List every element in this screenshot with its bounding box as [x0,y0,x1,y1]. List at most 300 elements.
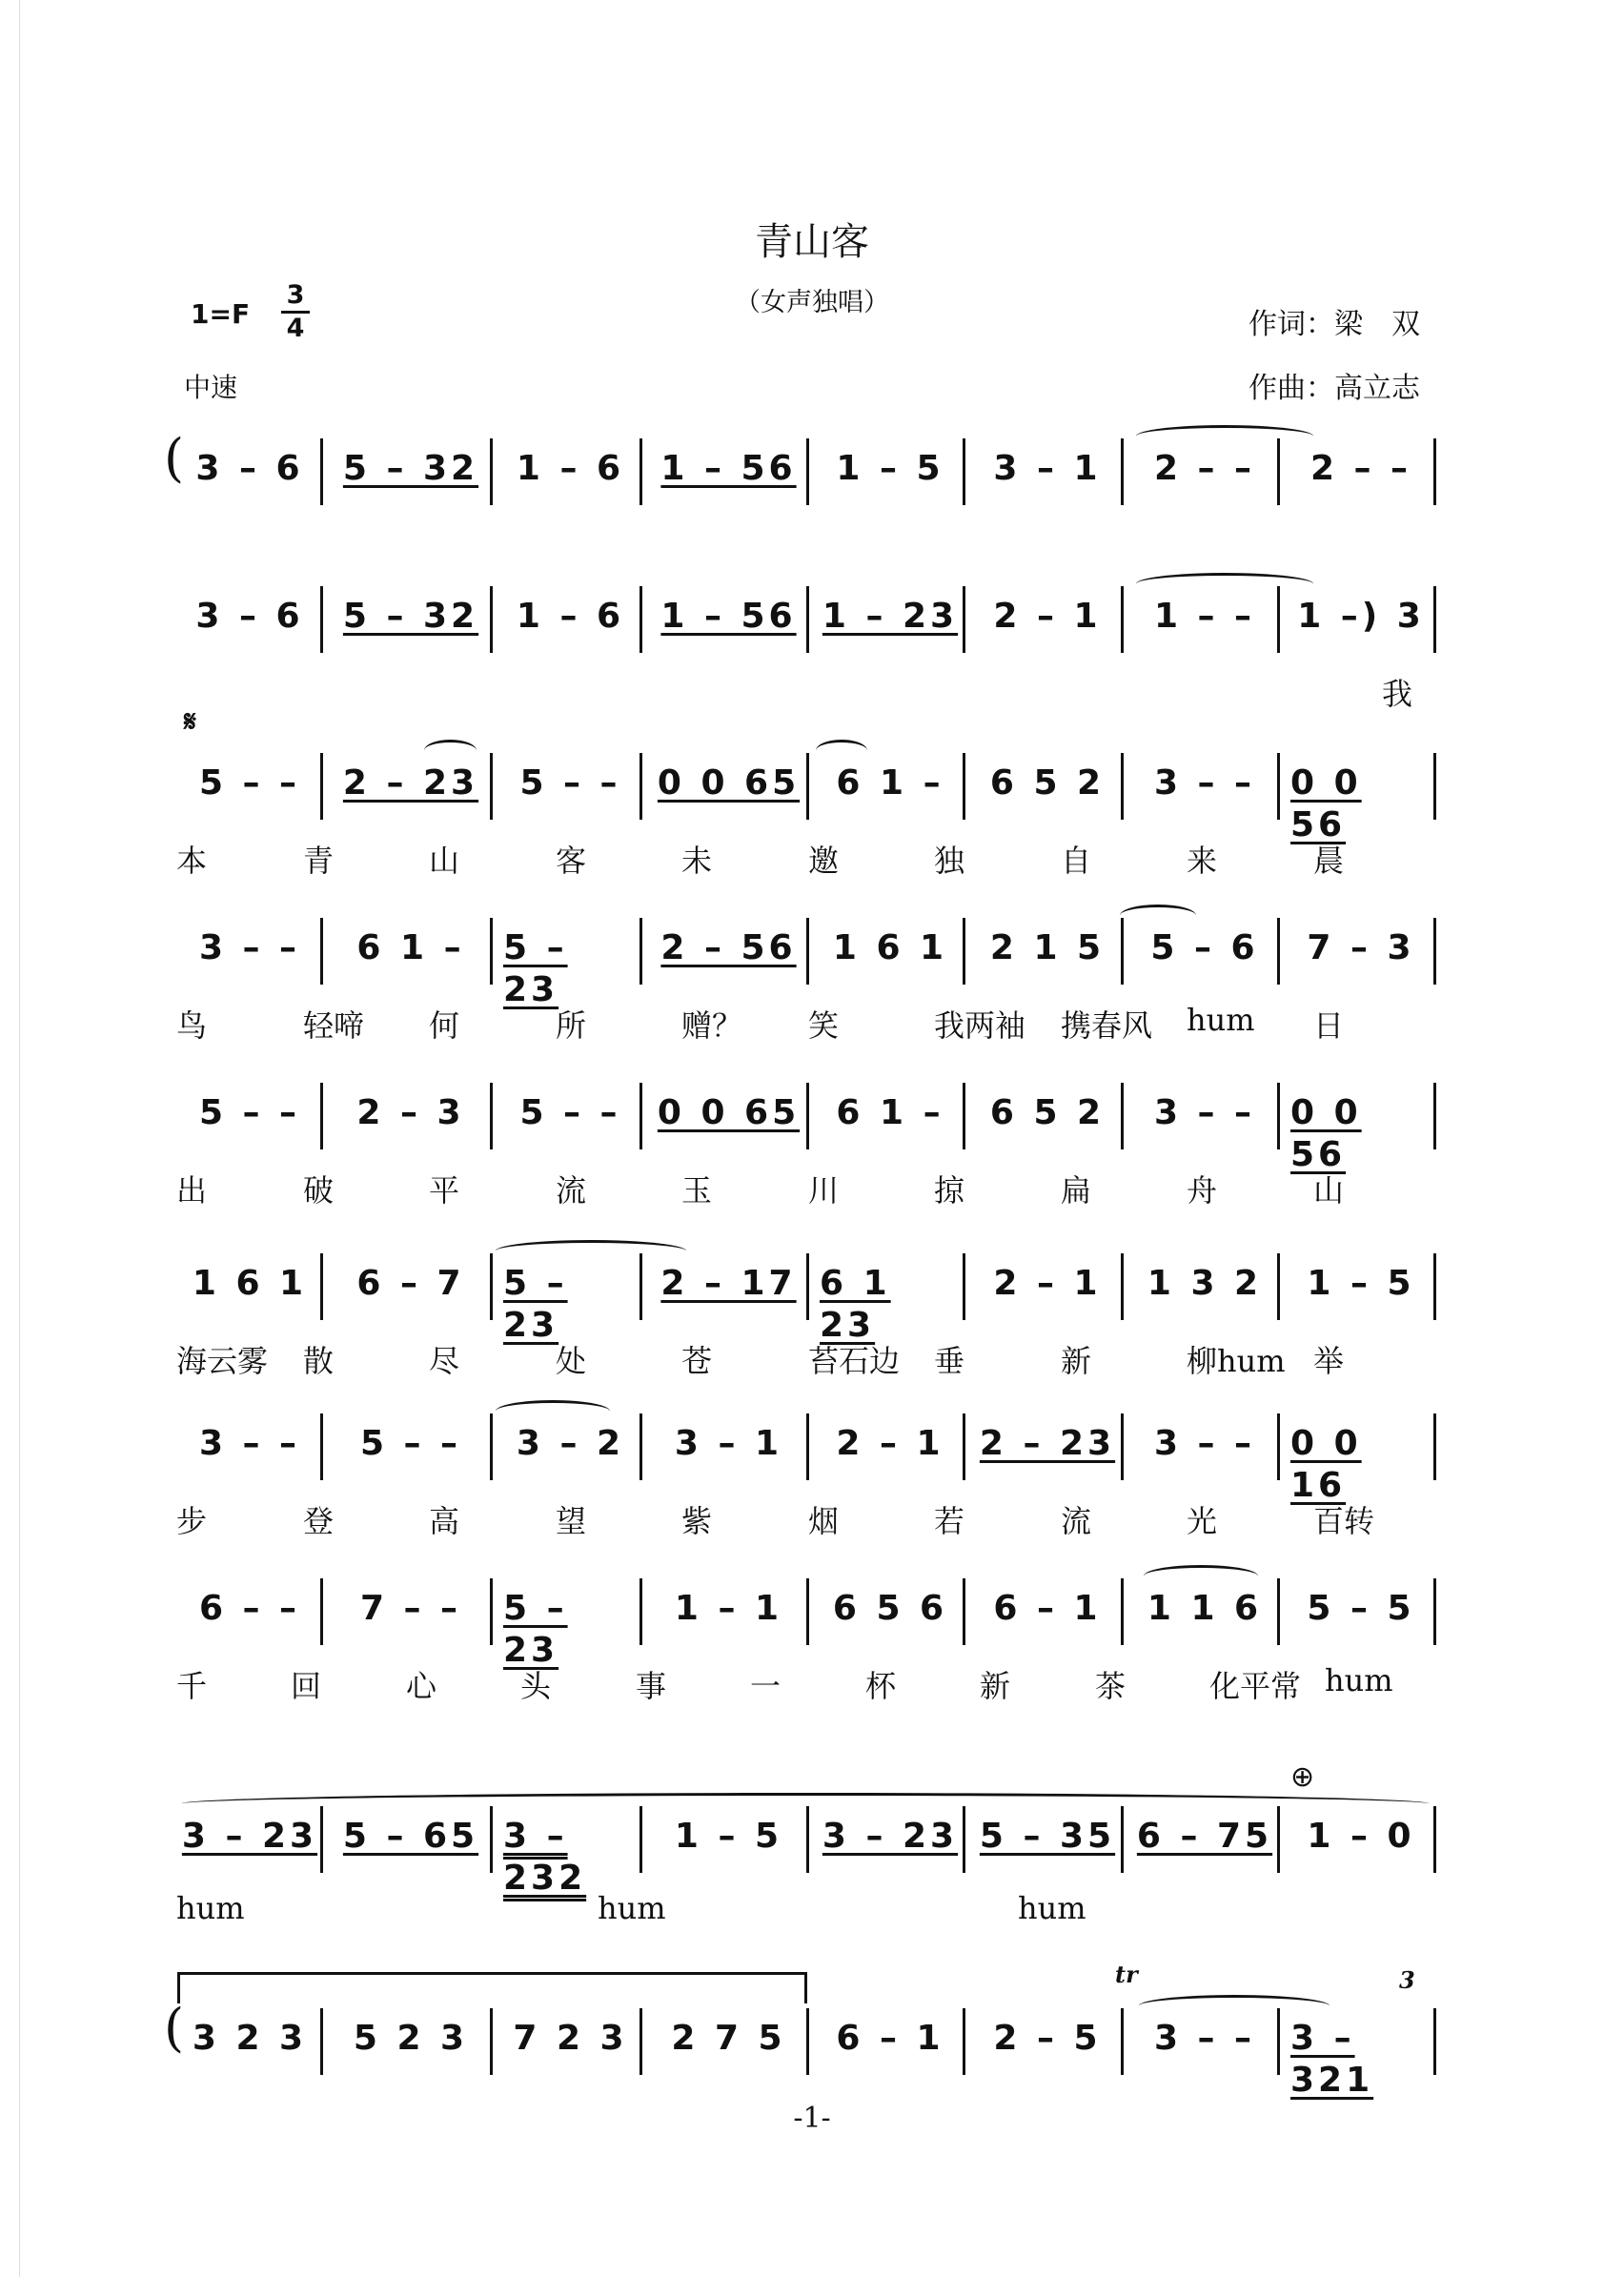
measure [334,438,488,505]
bar-line [320,2008,323,2075]
song-title: 青山客 [755,220,869,264]
bar-line [1277,586,1280,653]
lyric-word: 自 [1061,843,1092,879]
measure [181,1413,318,1480]
note-group: 5 – 23 [503,928,568,1009]
measure [1134,753,1275,820]
lyric-word: 一 [750,1668,782,1704]
measure [653,1806,804,1873]
bar-line [1433,753,1436,820]
note-row [503,1253,638,1345]
note-group: 6 1 – [356,928,465,967]
note-group: 3 2 3 [192,2019,308,2058]
measure [503,1253,638,1345]
measure [820,1806,961,1873]
lyric-word: 若 [934,1503,965,1539]
bar-line [490,1083,493,1149]
lyric-word: 事 [636,1668,667,1704]
measure [976,586,1119,653]
bar-line [963,586,965,653]
slur-arc [496,1240,686,1262]
bar-line [639,1413,642,1480]
note-group: 3 – 23 [822,1817,959,1856]
measure [976,438,1119,505]
composer-credit: 作曲：高立志 [1248,372,1420,405]
measure [820,1083,961,1149]
lyric-word: 赠？ [681,1007,743,1044]
note-group: 2 – – [1153,449,1256,488]
note-group: 5 – – [359,1424,462,1463]
note-row [1134,918,1275,985]
tempo-marking: 中速 [184,372,238,403]
bar-line [1121,1083,1124,1149]
bar-line [639,1253,642,1320]
lyric-word: 笑 [808,1007,840,1044]
note-group: 3 – 232 [503,1817,587,1898]
lyric-word: 化平常 [1209,1668,1302,1704]
bar-line [490,438,493,505]
score-system [0,1413,1624,1539]
measure [820,1578,961,1645]
lyric-word: 望 [556,1503,587,1539]
note-group: 2 – 5 [993,2019,1102,2058]
note-row [334,1413,488,1480]
note-group: 5 – – [198,1093,301,1132]
bar-line [1277,2008,1280,2075]
note-group: 5 2 3 [353,2019,469,2058]
bar-line [1121,438,1124,505]
bar-line [1277,1083,1280,1149]
note-row [334,753,488,820]
measure [334,1578,488,1645]
measure [1134,1413,1275,1480]
lyric-word: hum [598,1890,666,1926]
note-row [976,438,1119,505]
note-row [334,1253,488,1320]
score-system [0,586,1624,712]
note-row [503,2008,638,2075]
bar-line [806,918,809,985]
note-group: 0 0 65 [657,763,801,803]
note-row [1290,1083,1431,1174]
bar-line [320,1253,323,1320]
bar-line [1433,1083,1436,1149]
note-row [1134,753,1275,820]
note-group: 1 –) 3 [1297,597,1425,636]
measure [503,586,638,653]
bar-line [1121,753,1124,820]
bar-line [1433,2008,1436,2075]
bar-line [1433,1806,1436,1873]
note-group: 3 – 1 [674,1424,783,1463]
note-row [503,1806,638,1898]
note-group: 3 – – [198,1424,301,1463]
bar-line [806,753,809,820]
note-row [503,1083,638,1149]
bar-line [1121,918,1124,985]
note-row [503,918,638,1009]
note-group: 6 – 7 [356,1264,465,1303]
note-group: 1 – 1 [674,1589,783,1628]
note-row [653,753,804,820]
measure [181,438,318,505]
measure [503,438,638,505]
note-group: 3 – 2 [516,1424,625,1463]
lyric-word: 出 [176,1172,208,1209]
bar-line [1277,1253,1280,1320]
bar-line [963,1806,965,1873]
note-row [653,1578,804,1645]
lyric-word: 鸟 [176,1007,208,1044]
note-group: 2 – 23 [979,1424,1116,1463]
note-row [334,1578,488,1645]
measure [1290,1413,1431,1505]
measure [653,586,804,653]
measure [976,918,1119,985]
note-row [1290,1253,1431,1320]
note-group: 1 – 56 [660,449,797,488]
lyric-word: 流 [556,1172,587,1209]
bar-line [1277,918,1280,985]
measure [820,2008,961,2075]
bar-line [1277,1413,1280,1480]
score-system [0,753,1624,879]
note-row [1134,586,1275,653]
key-signature: 1=F [191,298,251,330]
measure [820,1413,961,1480]
bar-line [1433,438,1436,505]
measure [1290,1578,1431,1645]
score-system [0,428,1624,524]
note-group: 1 – 6 [516,597,625,636]
measure [820,753,961,820]
bar-line [806,1253,809,1320]
bar-line [639,438,642,505]
slur-arc [1139,1995,1330,2017]
note-row [820,918,961,985]
lyric-word: 新 [980,1668,1011,1704]
note-row [976,918,1119,985]
measure [1290,586,1431,653]
lyric-word: 山 [1313,1172,1345,1209]
note-row [181,586,318,653]
note-group: 3 – – [1153,1424,1256,1463]
lyric-word: 垂 [934,1343,965,1379]
note-row [181,1578,318,1645]
note-group: 2 – 1 [993,597,1102,636]
note-group: 1 3 2 [1147,1264,1263,1303]
note-group: 1 – 5 [836,449,944,488]
slur-arc [816,740,867,762]
note-row [181,753,318,820]
note-row [653,586,804,653]
time-signature-bottom: 4 [286,314,305,343]
note-group: 2 – 1 [993,1264,1102,1303]
note-row [1134,1083,1275,1149]
bar-line [963,1253,965,1320]
measure [1290,753,1431,844]
lyric-word: 邀 [808,843,840,879]
note-group: 6 5 2 [989,1093,1106,1132]
note-group: 1 – 23 [822,597,959,636]
note-group: 1 – 0 [1307,1817,1415,1856]
lyric-word: 尽 [429,1343,460,1379]
lyric-word: hum [1325,1662,1393,1698]
measure [503,2008,638,2075]
note-row [1290,918,1431,985]
slur-arc [1120,905,1196,926]
bar-line [1121,1253,1124,1320]
note-group: 2 7 5 [671,2019,786,2058]
measure [820,918,961,985]
lyric-word: 苔石边 [808,1343,901,1379]
note-row [976,753,1119,820]
lyric-word: 新 [1061,1343,1092,1379]
repeat-bracket-open: ( [164,428,185,488]
note-row [820,438,961,505]
note-row [334,2008,488,2075]
lyric-word: 我 [1382,676,1413,712]
note-row [503,1578,638,1670]
note-group: 3 – 6 [195,449,304,488]
bar-line [490,1806,493,1873]
bar-line [320,1413,323,1480]
lyric-word: 所 [556,1007,587,1044]
lyric-word: 海云雾 [176,1343,269,1379]
measure [503,1806,638,1898]
measure [976,1413,1119,1480]
measure [1134,1253,1275,1320]
note-group: 2 1 5 [989,928,1106,967]
time-signature [281,281,310,343]
note-group: 7 2 3 [513,2019,628,2058]
lyric-word: 川 [808,1172,840,1209]
note-row [820,1083,961,1149]
note-group: 0 0 56 [1290,1093,1362,1174]
note-group: 6 5 2 [989,763,1106,803]
measure [181,1253,318,1320]
bar-line [1277,1806,1280,1873]
measure [334,918,488,985]
note-group: 1 – 5 [674,1817,783,1856]
bar-line [320,438,323,505]
bar-line [639,2008,642,2075]
bar-line [1433,1253,1436,1320]
note-group: 3 – – [1153,2019,1256,2058]
measure [503,918,638,1009]
note-group: 5 – 23 [503,1589,568,1670]
note-row [976,2008,1119,2075]
note-group: 6 – 1 [993,1589,1102,1628]
note-row [181,1253,318,1320]
note-row [820,1578,961,1645]
measure [976,2008,1119,2075]
note-group: 6 1 – [836,763,944,803]
lyric-word: 苍 [681,1343,713,1379]
lyric-word: 日 [1313,1007,1345,1044]
note-row [1290,753,1431,844]
note-row [820,1806,961,1873]
note-group: 5 – 32 [342,597,479,636]
note-group: 2 – 23 [342,763,479,803]
lyric-word: 客 [556,843,587,879]
measure [653,1578,804,1645]
note-group: 1 – – [1153,597,1256,636]
note-group: 3 – 1 [993,449,1102,488]
score-system [0,1083,1624,1209]
bar-line [806,586,809,653]
measure [334,2008,488,2075]
measure [181,586,318,653]
note-row [653,438,804,505]
note-group: 7 – – [359,1589,462,1628]
coda-icon: ⊕ [1290,1760,1315,1794]
note-group: 5 – – [198,763,301,803]
note-group: 5 – 6 [1150,928,1259,967]
time-signature-top: 3 [286,280,305,310]
measure [334,1413,488,1480]
bar-line [1433,918,1436,985]
bar-line [639,918,642,985]
measure [1134,586,1275,653]
measure [334,586,488,653]
bar-line [490,586,493,653]
measure [653,918,804,985]
measure [653,438,804,505]
bar-line [1433,1413,1436,1480]
slur-arc [496,1400,610,1422]
measure [334,1806,488,1873]
bar-line [1433,1578,1436,1645]
bar-line [490,1413,493,1480]
bar-line [963,753,965,820]
note-row [334,586,488,653]
lyric-word: 百转 [1313,1503,1375,1539]
note-row [653,918,804,985]
lyric-word: 独 [934,843,965,879]
note-group: 6 5 6 [832,1589,948,1628]
note-group: 5 – 32 [342,449,479,488]
score-system [0,1253,1624,1379]
lyric-word: 我两袖 [934,1007,1026,1044]
bar-line [806,2008,809,2075]
measure [1134,438,1275,505]
bar-line [1121,1578,1124,1645]
lyric-word: 青 [303,843,335,879]
measure [503,753,638,820]
note-row [976,1578,1119,1645]
measure [976,1806,1119,1873]
song-subtitle: （女声独唱） [735,288,889,317]
note-row [976,1413,1119,1480]
slur-arc [424,740,477,762]
measure [334,1253,488,1320]
note-group: 1 6 1 [832,928,948,967]
measure [653,2008,804,2075]
bar-line [1433,586,1436,653]
lyric-word: 紫 [681,1503,713,1539]
measure [976,753,1119,820]
bar-line [320,1806,323,1873]
note-group: 1 – 5 [1307,1264,1415,1303]
note-row [334,918,488,985]
note-row [334,438,488,505]
segno-icon: 𝄋 [184,705,196,739]
bar-line [806,438,809,505]
repeat-bracket-open: ( [164,1998,185,2058]
note-row [181,918,318,985]
note-row [976,1083,1119,1149]
note-row [1290,438,1431,505]
lyricist-credit: 作词：梁 双 [1248,308,1420,341]
score-system [0,1998,1624,2100]
lyric-word: 本 [176,843,208,879]
lyric-word: 未 [681,843,713,879]
lyric-word: 掠 [934,1172,965,1209]
note-row [976,1806,1119,1873]
note-row [653,1413,804,1480]
lyric-word: 头 [520,1668,552,1704]
note-group: 6 1 23 [820,1264,891,1345]
note-row [1134,1413,1275,1480]
measure [181,1578,318,1645]
lyric-word: 茶 [1095,1668,1127,1704]
measure [181,753,318,820]
score-system [0,1578,1624,1704]
measure [976,1083,1119,1149]
lyric-word: 山 [429,843,460,879]
lyric-word: 处 [556,1343,587,1379]
note-row [181,1806,318,1873]
lyric-word: 杯 [865,1668,897,1704]
note-group: 3 – 6 [195,597,304,636]
lyric-word: hum [1018,1890,1086,1926]
note-row [653,2008,804,2075]
note-row [181,438,318,505]
measure [181,2008,318,2075]
lyric-word: 流 [1061,1503,1092,1539]
measure [820,438,961,505]
note-group: 2 – 1 [836,1424,944,1463]
lyric-word: 千 [176,1668,208,1704]
measure [820,586,961,653]
note-row [653,1253,804,1320]
note-row [1134,1253,1275,1320]
measure [1134,918,1275,985]
measure [1134,1806,1275,1873]
note-row [820,1253,961,1345]
bar-line [1121,2008,1124,2075]
note-group: 0 0 16 [1290,1424,1362,1505]
measure [653,1413,804,1480]
note-group: 0 0 65 [657,1093,801,1132]
bar-line [963,438,965,505]
note-row [334,1806,488,1873]
bar-line [490,918,493,985]
bar-line [320,1083,323,1149]
note-row [1290,586,1431,653]
note-row [820,1413,961,1480]
bar-line [490,753,493,820]
note-row [181,1413,318,1480]
note-group: 6 1 – [836,1093,944,1132]
note-group: 5 – – [519,763,621,803]
lyric-word: 光 [1187,1503,1218,1539]
lyric-word: 回 [291,1668,322,1704]
measure [1134,1083,1275,1149]
note-group: 2 – 3 [356,1093,465,1132]
measure [653,753,804,820]
